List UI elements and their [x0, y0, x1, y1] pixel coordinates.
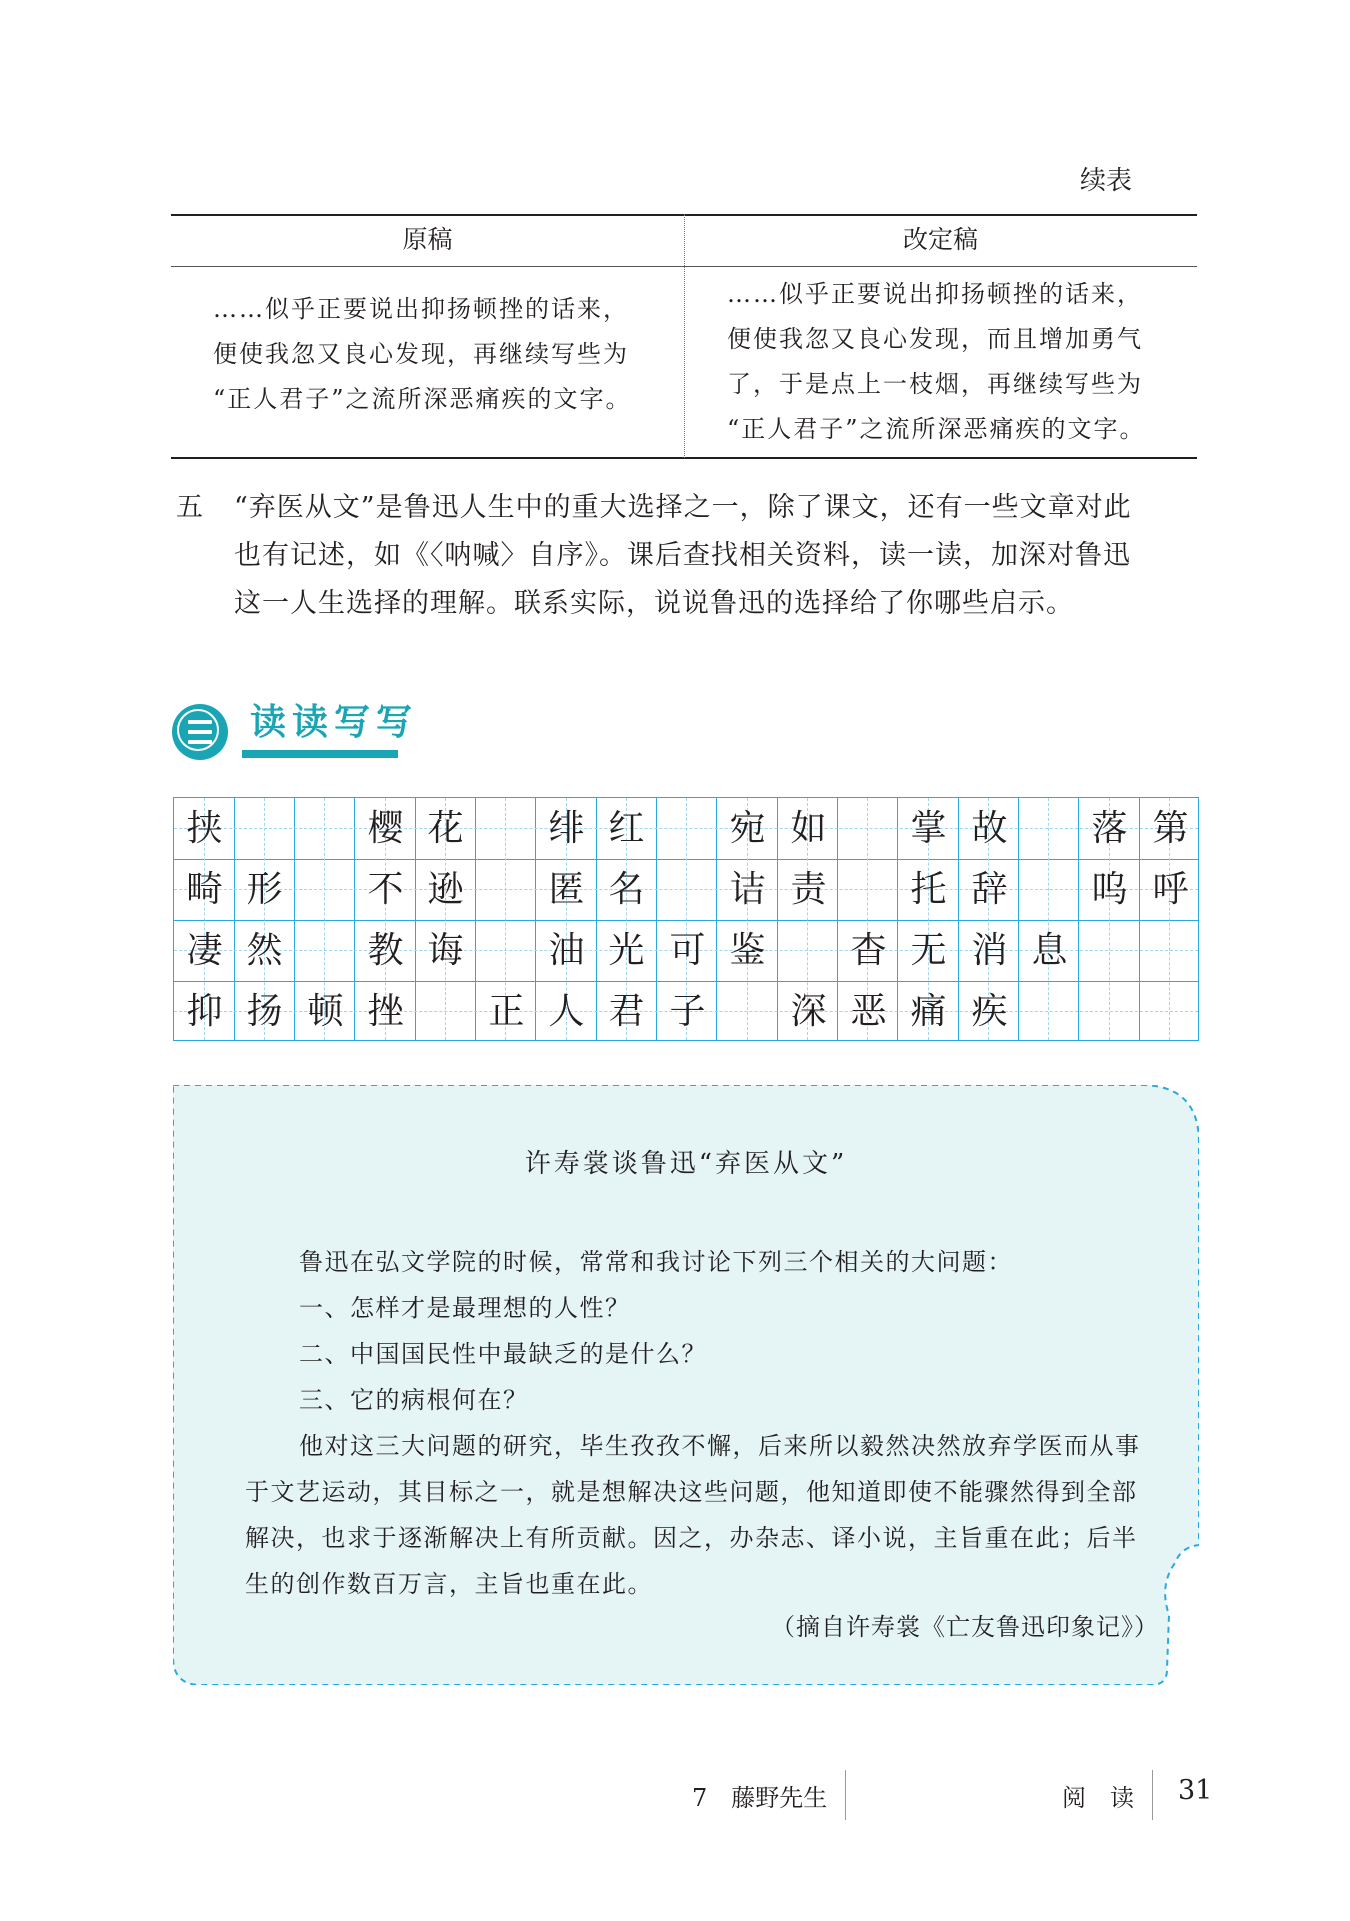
grid-character: 杳	[850, 930, 887, 971]
grid-character: 呜	[1091, 869, 1128, 910]
grid-character: 光	[608, 930, 645, 971]
grid-character: 诘	[729, 869, 766, 910]
grid-character: 花	[427, 808, 464, 849]
note-paragraph: 一、怎样才是最理想的人性？	[299, 1294, 631, 1322]
grid-character: 匿	[548, 869, 585, 910]
note-paragraph: 他对这三大问题的研究，毕生孜孜不懈，后来所以毅然决然放弃学医而从事	[299, 1432, 1141, 1460]
original-line: ……似乎正要说出抑扬顿挫的话来，	[213, 295, 629, 323]
revised-line: “正人君子”之流所深恶痛疾的文字。	[727, 415, 1146, 443]
grid-character: 鉴	[729, 930, 766, 971]
grid-character: 抑	[186, 991, 223, 1032]
grid-character: 挫	[367, 991, 404, 1032]
grid-character: 子	[669, 991, 706, 1032]
grid-character: 落	[1091, 808, 1128, 849]
continued-table-label: 续表	[1080, 166, 1133, 196]
grid-character: 君	[608, 991, 645, 1032]
exercise-number: 五	[176, 492, 203, 523]
grid-character: 息	[1031, 930, 1068, 971]
grid-character: 宛	[729, 808, 766, 849]
comparison-table	[171, 214, 1197, 460]
note-paragraph: 三、它的病根何在？	[299, 1386, 529, 1414]
grid-character: 顿	[307, 991, 344, 1032]
header-original: 原稿	[402, 225, 453, 254]
word-practice-grid	[173, 797, 1199, 1041]
grid-character: 责	[790, 869, 827, 910]
grid-character: 故	[971, 808, 1008, 849]
grid-character: 畸	[186, 869, 223, 910]
original-line: 便使我忽又良心发现，再继续写些为	[213, 340, 629, 368]
grid-character: 第	[1152, 808, 1189, 849]
revised-line: 了，于是点上一枝烟，再继续写些为	[727, 370, 1143, 398]
original-draft-text	[213, 287, 632, 422]
grid-character: 名	[608, 869, 645, 910]
grid-character: 如	[790, 808, 827, 849]
note-paragraph: 二、中国国民性中最缺乏的是什么？	[299, 1340, 707, 1368]
grid-character: 托	[910, 869, 947, 910]
grid-character: 恶	[850, 991, 887, 1032]
footer-divider	[845, 1770, 846, 1820]
grid-character: 可	[669, 930, 706, 971]
grid-character: 挟	[186, 808, 223, 849]
note-title: 许寿裳谈鲁迅“弃医从文”	[524, 1149, 848, 1179]
grid-character: 人	[548, 991, 585, 1032]
note-paragraph: 生的创作数百万言，主旨也重在此。	[245, 1570, 653, 1598]
grid-character: 不	[367, 869, 404, 910]
original-line: “正人君子”之流所深恶痛疾的文字。	[213, 385, 632, 413]
note-paragraph: 解决，也求于逐渐解决上有所贡献。因之，办杂志、译小说，主旨重在此；后半	[245, 1524, 1138, 1552]
grid-character: 凄	[186, 930, 223, 971]
footer-divider	[1152, 1770, 1153, 1820]
grid-character: 红	[608, 808, 645, 849]
grid-character: 无	[910, 930, 947, 971]
note-paragraph: 鲁迅在弘文学院的时候，常常和我讨论下列三个相关的大问题：	[299, 1248, 1013, 1276]
exercise-line: 这一人生选择的理解。联系实际，说说鲁迅的选择给了你哪些启示。	[234, 588, 1074, 619]
header-revised: 改定稿	[902, 225, 978, 254]
grid-character: 诲	[427, 930, 464, 971]
note-paragraph: 于文艺运动，其目标之一，就是想解决这些问题，他知道即使不能骤然得到全部	[245, 1478, 1138, 1506]
grid-character: 呼	[1152, 869, 1189, 910]
revised-line: ……似乎正要说出抑扬顿挫的话来，	[727, 280, 1143, 308]
grid-character: 深	[790, 991, 827, 1032]
section-title-underline	[242, 750, 398, 758]
grid-character: 正	[488, 991, 525, 1032]
circled-three-icon	[172, 704, 228, 760]
section-title: 读读写写	[250, 702, 419, 743]
footer-lesson-title: 7 藤野先生	[692, 1784, 828, 1812]
note-source: （摘自许寿裳《亡友鲁迅印象记》）	[771, 1613, 1159, 1641]
grid-character: 绯	[548, 808, 585, 849]
grid-character: 逊	[427, 869, 464, 910]
grid-character: 然	[246, 930, 283, 971]
grid-character: 疾	[971, 991, 1008, 1032]
grid-character: 樱	[367, 808, 404, 849]
grid-character: 掌	[910, 808, 947, 849]
exercise-line: 也有记述，如《〈呐喊〉自序》。课后查找相关资料，读一读，加深对鲁迅	[234, 540, 1131, 571]
grid-character: 扬	[246, 991, 283, 1032]
grid-character: 形	[246, 869, 283, 910]
exercise-line: “弃医从文”是鲁迅人生中的重大选择之一，除了课文，还有一些文章对此	[234, 492, 1132, 523]
revised-draft-text	[727, 272, 1146, 452]
grid-character: 油	[548, 930, 585, 971]
reading-note-box	[173, 1085, 1199, 1685]
footer-unit-label: 阅 读	[1062, 1784, 1134, 1812]
grid-character: 痛	[910, 991, 947, 1032]
grid-character: 教	[367, 930, 404, 971]
revised-line: 便使我忽又良心发现，而且增加勇气	[727, 325, 1143, 353]
page-number: 31	[1178, 1775, 1213, 1806]
grid-character: 辞	[971, 869, 1008, 910]
grid-character: 消	[971, 930, 1008, 971]
